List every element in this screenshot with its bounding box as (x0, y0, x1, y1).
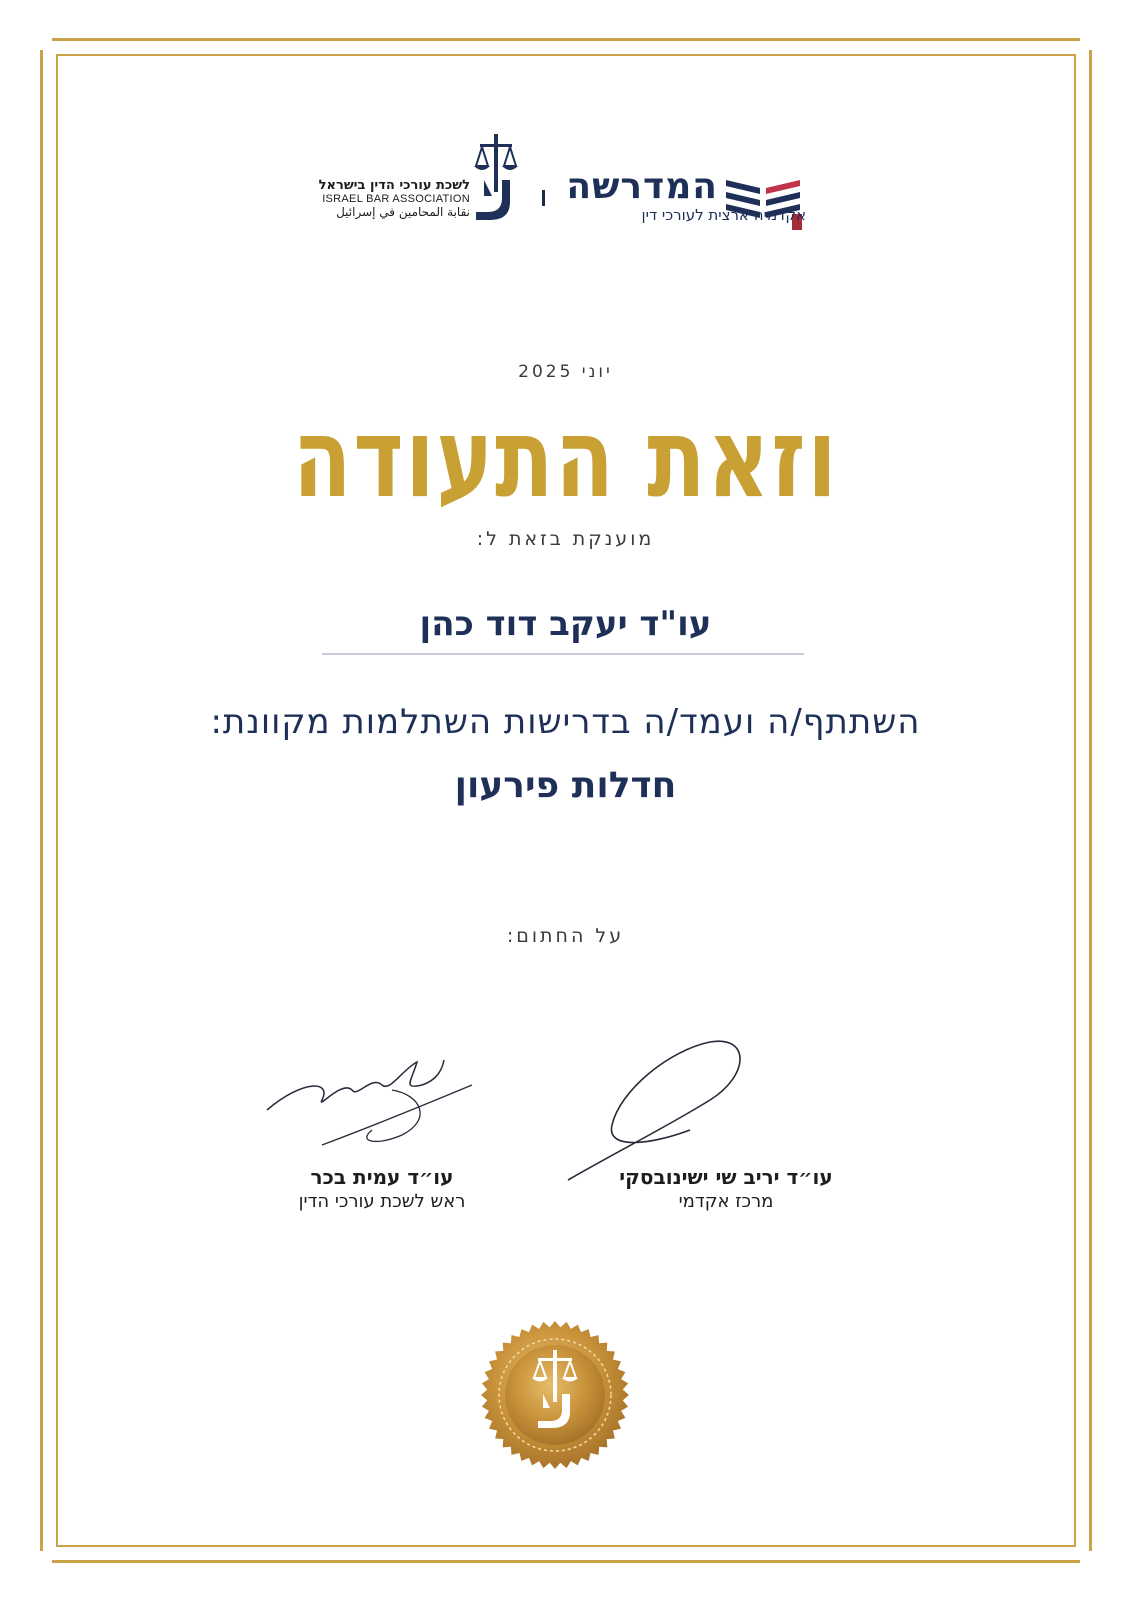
academy-subtitle: אקדמיה ארצית לעורכי דין (641, 206, 806, 224)
gold-seal-icon (480, 1320, 630, 1470)
course-name: חדלות פירעון (454, 765, 677, 806)
signed-label: על החתום: (506, 925, 625, 947)
awarded-to-label: מוענקת בזאת ל: (476, 528, 655, 550)
logo-separator (542, 190, 545, 206)
signatory-left-name: עו״ד עמית בכר (310, 1165, 454, 1189)
bar-association-name-he: לשכת עורכי הדין בישראל (318, 178, 470, 193)
signature-left-icon (262, 1050, 492, 1160)
recipient-underline (322, 653, 804, 655)
signatory-right (576, 1165, 876, 1212)
signatory-left (232, 1165, 532, 1212)
frame-corner-top-right (1080, 28, 1102, 50)
signatory-right-name: עו״ד יריב שי ישינובסקי (619, 1165, 833, 1189)
frame-corner-bottom-right (1080, 1551, 1102, 1573)
signatory-right-role: מרכז אקדמי (678, 1191, 774, 1212)
header-logos (300, 128, 830, 238)
bar-association-name-ar: نقابة المحامين في إسرائيل (336, 205, 470, 219)
certificate-date: יוני 2025 (518, 362, 613, 382)
frame-corner-bottom-left (30, 1551, 52, 1573)
frame-corner-top-left (30, 28, 52, 50)
signatory-left-role: ראש לשכת עורכי הדין (298, 1191, 466, 1212)
bar-association-name-en: ISRAEL BAR ASSOCIATION (322, 193, 470, 205)
bar-association-emblem-icon (472, 132, 520, 228)
recipient-name: עו"ד יעקב דוד כהן (419, 604, 712, 644)
certificate-title: וזאת התעודה (292, 394, 839, 522)
participation-text: השתתף/ה ועמד/ה בדרישות השתלמות מקוונת: (210, 702, 921, 742)
academy-title: המדרשה (566, 166, 718, 207)
bar-association-text (310, 178, 470, 219)
